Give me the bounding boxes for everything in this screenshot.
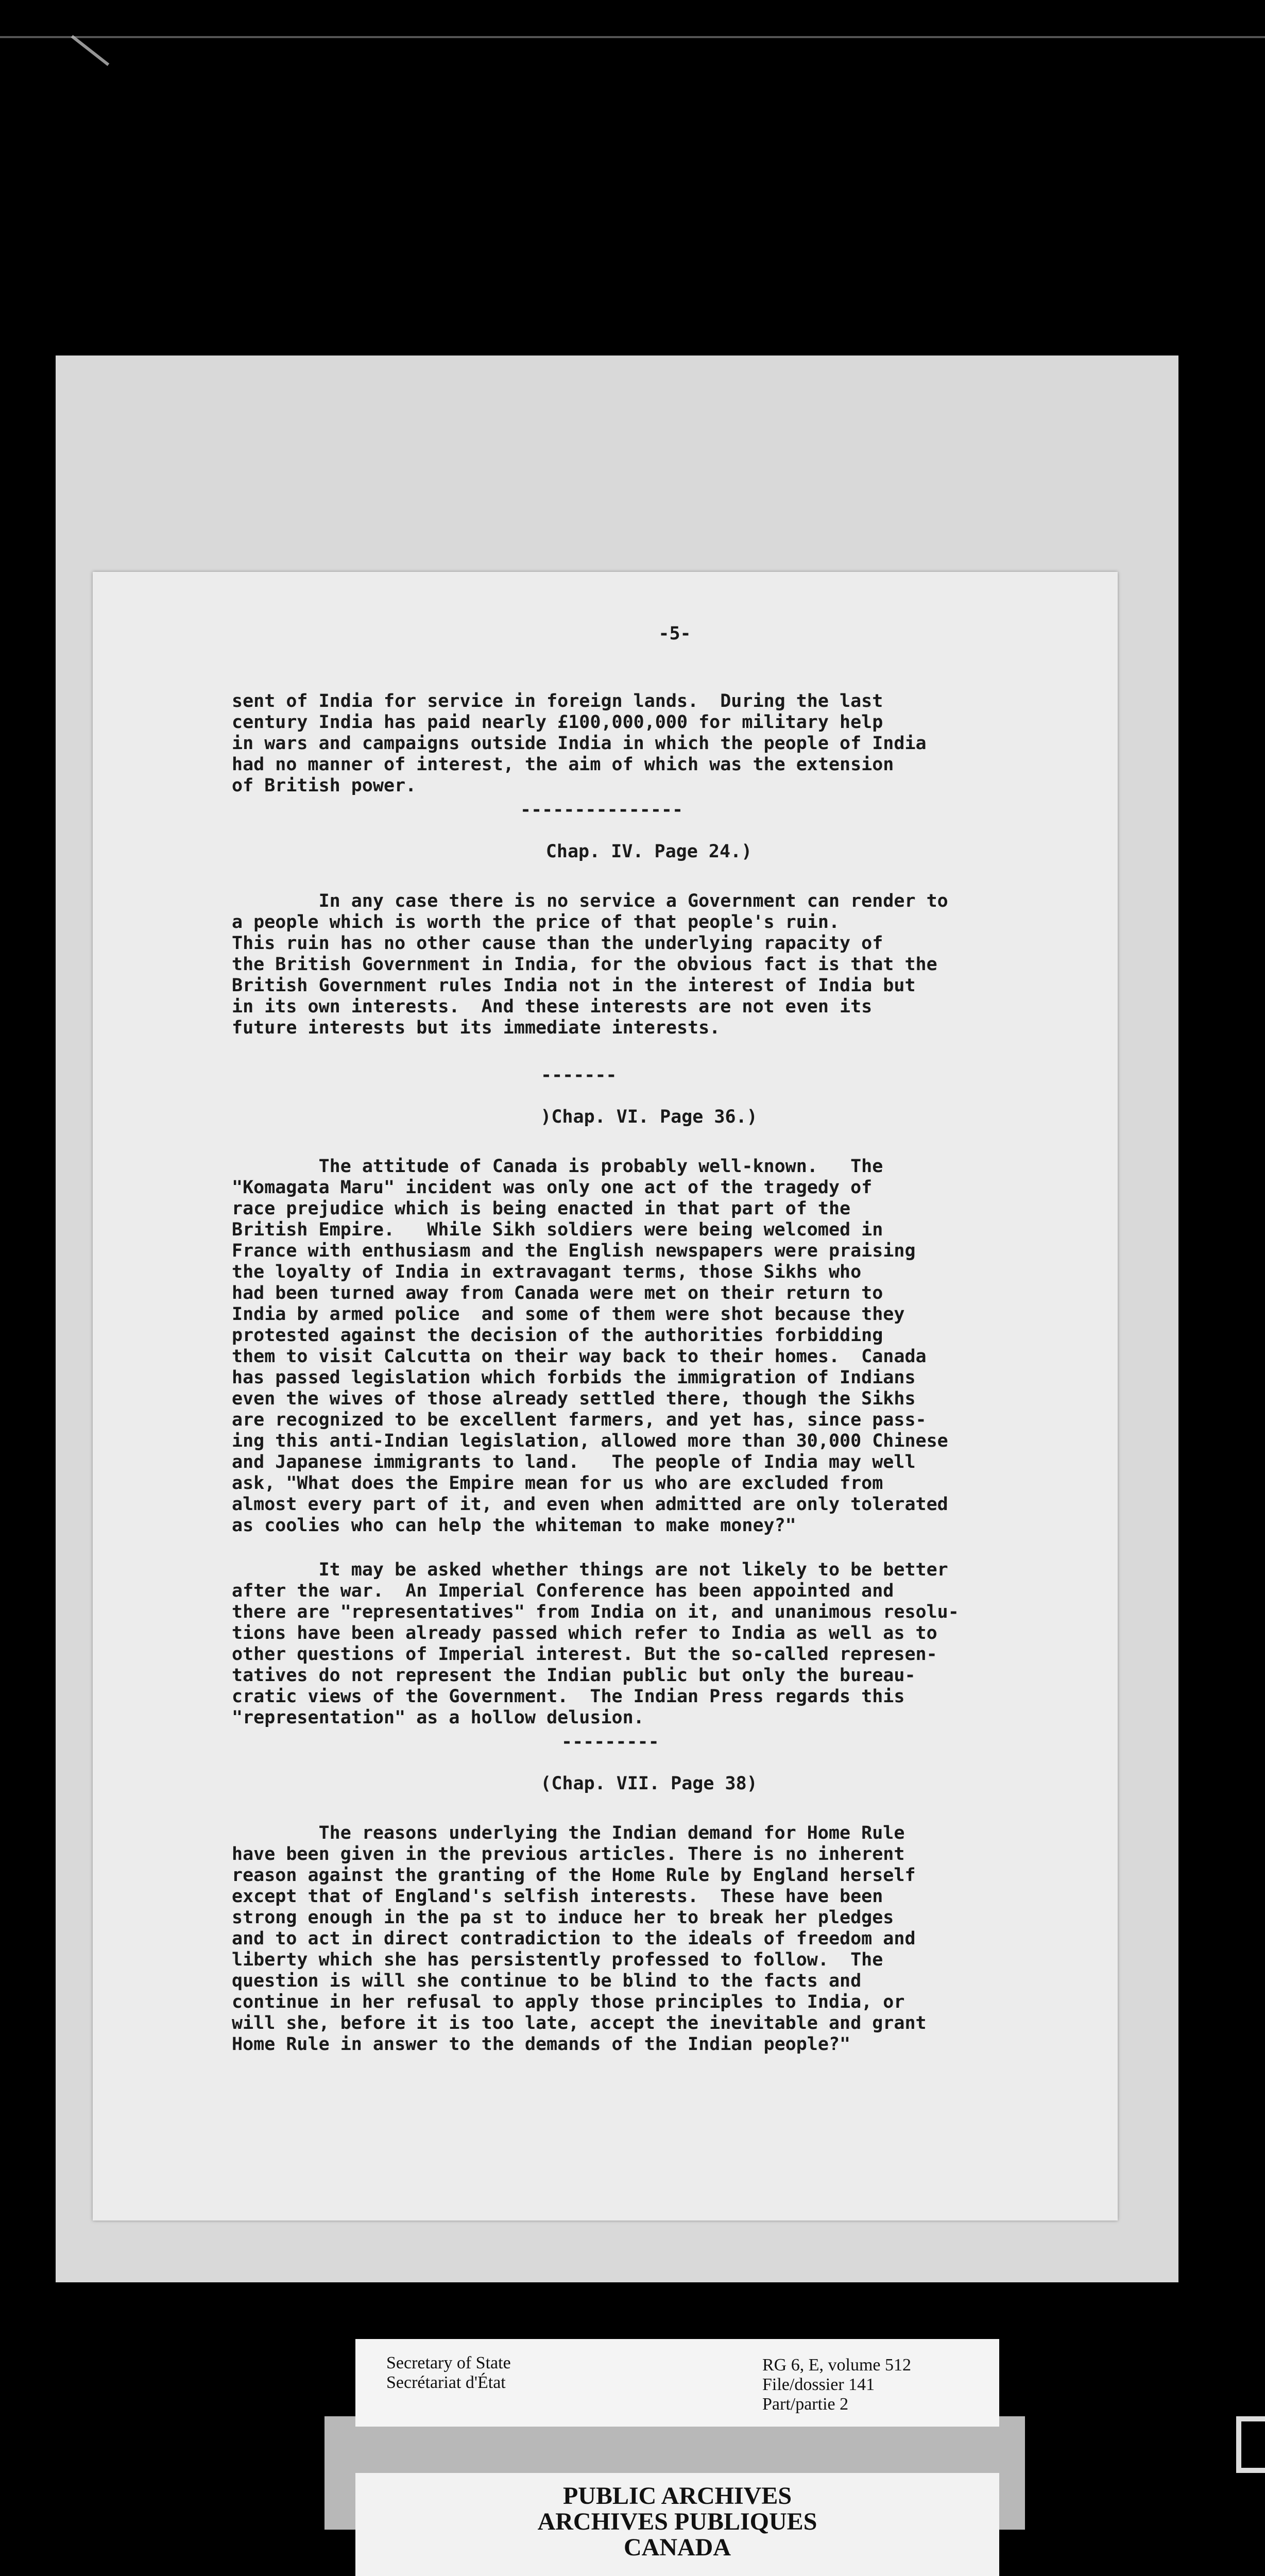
- text-line: ask, "What does the Empire mean for us who are excluded from: [232, 1473, 883, 1494]
- text-line: and to act in direct contradiction to the ideals of freedom and: [232, 1928, 916, 1949]
- archives-stamp: [355, 2473, 999, 2576]
- reference-block: [762, 2355, 911, 2414]
- scanner-mark: [71, 35, 110, 66]
- text-line: even the wives of those already settled there, though the Sikhs: [232, 1388, 916, 1409]
- paragraph-1: [232, 691, 1046, 796]
- text-line: This ruin has no other cause than the underlying rapacity of: [232, 933, 883, 954]
- text-line: the British Government in India, for the obvious fact is that the: [232, 954, 937, 975]
- text-line: there are "representatives" from India on it, and unanimous resolu-: [232, 1602, 959, 1622]
- text-line: The attitude of Canada is probably well-known. The: [232, 1156, 883, 1177]
- archive-reference-label: [355, 2339, 999, 2427]
- text-line: sent of India for service in foreign lands. During the last: [232, 691, 883, 711]
- text-line: It may be asked whether things are not likely to be better: [232, 1560, 948, 1580]
- department-english: Secretary of State: [386, 2353, 511, 2372]
- text-line: tions have been already passed which refer to India as well as to: [232, 1623, 937, 1643]
- text-line: in its own interests. And these interests are not even its: [232, 996, 873, 1017]
- department-french: Secrétariat d'État: [386, 2373, 506, 2392]
- scanner-edge: [0, 36, 1265, 38]
- text-line: strong enough in the pa st to induce her to break her pledges: [232, 1907, 894, 1928]
- text-line: almost every part of it, and even when admitted are only tolerated: [232, 1494, 948, 1515]
- text-line: "Komagata Maru" incident was only one act of the tragedy of: [232, 1177, 873, 1198]
- text-line: British Empire. While Sikh soldiers were being welcomed in: [232, 1219, 883, 1240]
- text-line: them to visit Calcutta on their way back to their homes. Canada: [232, 1346, 927, 1367]
- text-line: In any case there is no service a Government can render to: [232, 891, 948, 911]
- text-line: has passed legislation which forbids the immigration of Indians: [232, 1367, 916, 1388]
- text-line: future interests but its immediate interests.: [232, 1018, 721, 1038]
- text-line: are recognized to be excellent farmers, and yet has, since pass-: [232, 1410, 927, 1430]
- text-line: ing this anti-Indian legislation, allowed more than 30,000 Chinese: [232, 1431, 948, 1451]
- department-block: [386, 2353, 511, 2393]
- text-line: British Government rules India not in the interest of India but: [232, 975, 916, 996]
- text-line: century India has paid nearly £100,000,000 for military help: [232, 712, 883, 733]
- section-divider: -------: [541, 1065, 617, 1086]
- text-line: will she, before it is too late, accept the inevitable and grant: [232, 2013, 927, 2033]
- paragraph-3: [232, 1156, 1046, 1536]
- text-line: France with enthusiasm and the English newspapers were praising: [232, 1241, 916, 1261]
- page-text: [232, 623, 1046, 2055]
- text-line: in wars and campaigns outside India in which the people of India: [232, 733, 927, 754]
- text-line: and Japanese immigrants to land. The people of India may well: [232, 1452, 916, 1472]
- text-line: continue in her refusal to apply those principles to India, or: [232, 1992, 905, 2012]
- text-line: cratic views of the Government. The Indian Press regards this: [232, 1686, 905, 1707]
- text-line: Home Rule in answer to the demands of the Indian people?": [232, 2034, 851, 2055]
- paragraph-5: [232, 1823, 1046, 2055]
- chapter-heading: (Chap. VII. Page 38): [540, 1773, 758, 1794]
- text-line: protested against the decision of the authorities forbidding: [232, 1325, 883, 1346]
- corner-mark: [1236, 2416, 1265, 2473]
- chapter-heading: Chap. IV. Page 24.): [545, 841, 753, 862]
- text-line: had no manner of interest, the aim of which was the extension: [232, 754, 894, 775]
- text-line: race prejudice which is being enacted in that part of the: [232, 1198, 851, 1219]
- text-line: have been given in the previous articles. There is no inherent: [232, 1844, 905, 1865]
- archives-line-french: ARCHIVES PUBLIQUES: [537, 2508, 817, 2535]
- text-line: reason against the granting of the Home Rule by England herself: [232, 1865, 916, 1886]
- text-line: after the war. An Imperial Conference has been appointed and: [232, 1581, 894, 1601]
- text-line: "representation" as a hollow delusion.: [232, 1707, 644, 1728]
- text-line: had been turned away from Canada were met on their return to: [232, 1283, 883, 1303]
- text-line: question is will she continue to be blind to the facts and: [232, 1971, 862, 1991]
- text-line: as coolies who can help the whiteman to make money?": [232, 1515, 796, 1536]
- part-number: Part/partie 2: [762, 2395, 849, 2414]
- text-line: of British power.: [232, 775, 417, 796]
- text-line: liberty which she has persistently professed to follow. The: [232, 1950, 883, 1970]
- record-group: RG 6, E, volume 512: [762, 2355, 911, 2375]
- typed-page: [93, 572, 1118, 2221]
- text-line: other questions of Imperial interest. But the so-called represen-: [232, 1644, 937, 1665]
- text-line: The reasons underlying the Indian demand for Home Rule: [232, 1823, 905, 1843]
- text-line: tatives do not represent the Indian public but only the bureau-: [232, 1665, 916, 1686]
- section-divider: ---------------: [520, 800, 683, 820]
- text-line: India by armed police and some of them were shot because they: [232, 1304, 905, 1325]
- page-number: -5-: [658, 623, 691, 644]
- text-line: a people which is worth the price of that people's ruin.: [232, 912, 840, 933]
- file-number: File/dossier 141: [762, 2375, 875, 2394]
- chapter-heading: )Chap. VI. Page 36.): [540, 1107, 758, 1127]
- text-line: the loyalty of India in extravagant terms, those Sikhs who: [232, 1262, 862, 1282]
- section-divider: ---------: [561, 1732, 659, 1752]
- archives-line-english: PUBLIC ARCHIVES: [562, 2482, 792, 2510]
- paragraph-2: [232, 891, 1046, 1039]
- archives-line-country: CANADA: [624, 2534, 731, 2561]
- text-line: except that of England's selfish interests. These have been: [232, 1886, 883, 1907]
- paragraph-4: [232, 1560, 1046, 1728]
